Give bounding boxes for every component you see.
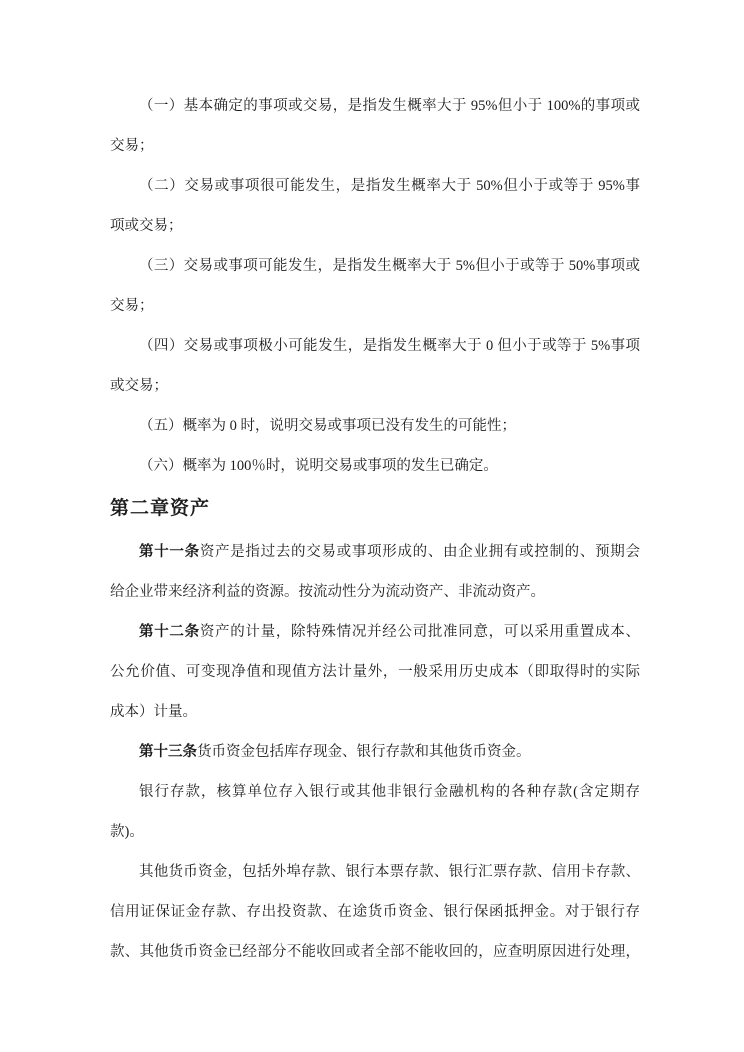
paragraph <box>110 532 640 612</box>
text-line <box>110 932 640 972</box>
text-segment: 资产的计量，除特殊情况并经公司批准同意，可以采用重置成本、 <box>199 624 640 640</box>
chapter-heading: 第二章资产 <box>110 498 211 519</box>
text-line <box>110 732 640 772</box>
paragraph <box>110 772 640 852</box>
article-number: 第十一条 <box>139 544 200 560</box>
text-segment: 货币资金包括库存现金、银行存款和其他货币资金。 <box>197 744 531 760</box>
text-segment: 款、其他货币资金已经部分不能收回或者全部不能收回的，应查明原因进行处理， <box>110 944 640 960</box>
document-content <box>110 86 640 972</box>
text-segment: 项或交易； <box>110 218 183 234</box>
text-line <box>110 286 640 326</box>
text-segment: （五）概率为 0 时，说明交易或事项已没有发生的可能性； <box>139 418 516 434</box>
text-segment: （三）交易或事项可能发生，是指发生概率大于 5%但小于或等于 50%事项或 <box>139 258 640 274</box>
text-line <box>110 892 640 932</box>
paragraph <box>110 326 640 406</box>
text-line <box>110 246 640 286</box>
text-line <box>110 126 640 166</box>
text-line <box>110 652 640 692</box>
text-segment: （六）概率为 100％时，说明交易或事项的发生已确定。 <box>139 458 498 474</box>
text-segment: 款)。 <box>110 824 144 840</box>
text-line <box>110 612 640 652</box>
text-line <box>110 852 640 892</box>
paragraph <box>110 86 640 166</box>
text-line <box>110 692 640 732</box>
text-segment: 资产是指过去的交易或事项形成的、由企业拥有或控制的、预期会 <box>199 544 640 560</box>
text-line <box>110 86 640 126</box>
article-number: 第十二条 <box>139 624 200 640</box>
paragraph <box>110 612 640 732</box>
text-line <box>110 166 640 206</box>
text-segment: （四）交易或事项极小可能发生，是指发生概率大于 0 但小于或等于 5%事项 <box>139 338 640 354</box>
paragraph <box>110 732 640 772</box>
text-segment: 银行存款，核算单位存入银行或其他非银行金融机构的各种存款(含定期存 <box>139 784 640 800</box>
paragraph <box>110 852 640 972</box>
text-segment: （一）基本确定的事项或交易，是指发生概率大于 95%但小于 100%的事项或 <box>139 98 640 114</box>
text-line <box>110 572 640 612</box>
text-line <box>110 406 640 446</box>
text-line <box>110 206 640 246</box>
text-segment: 信用证保证金存款、存出投资款、在途货币资金、银行保函抵押金。对于银行存 <box>110 904 640 920</box>
paragraph <box>110 406 640 446</box>
text-line <box>110 532 640 572</box>
text-line <box>110 812 640 852</box>
text-segment: 交易； <box>110 138 154 154</box>
text-line <box>110 326 640 366</box>
paragraph <box>110 246 640 326</box>
article-number: 第十三条 <box>139 744 197 760</box>
text-segment: 交易； <box>110 298 154 314</box>
text-segment: 或交易； <box>110 378 168 394</box>
paragraph <box>110 446 640 486</box>
paragraph <box>110 166 640 246</box>
text-line <box>110 772 640 812</box>
text-segment: 其他货币资金，包括外埠存款、银行本票存款、银行汇票存款、信用卡存款、 <box>139 864 640 880</box>
text-line <box>110 446 640 486</box>
text-segment: 成本）计量。 <box>110 704 197 720</box>
text-segment: 给企业带来经济利益的资源。按流动性分为流动资产、非流动资产。 <box>110 584 545 600</box>
text-segment: （二）交易或事项很可能发生，是指发生概率大于 50%但小于或等于 95%事 <box>139 178 640 194</box>
text-line <box>110 366 640 406</box>
text-segment: 公允价值、可变现净值和现值方法计量外，一般采用历史成本（即取得时的实际 <box>110 664 640 680</box>
